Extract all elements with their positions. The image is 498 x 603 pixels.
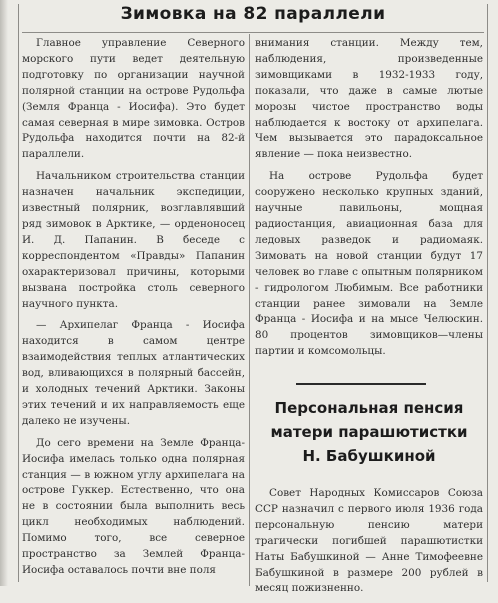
article-paragraph: Совет Народных Комиссаров Союза ССР назначил с первого июля 1936 года персональную пенсию матери трагически погибшей парашютистки Наты Бабушкиной — Анне Тимофеевне Бабушкиной в размере 200 рублей в месяц пожизненно. [255,487,483,595]
article-paragraph: Начальником строительства станции назначен начальник экспедиции, известный полярник, возглавлявший ряд зимовок в Арктике, — орденоносец И. Д. Папанин. В беседе с корреспондентом «Правды» Папанин охарактеризовал причины, которыми вызвана постройка столь северного научного пункта. [22,170,245,310]
column-rule-right [487,4,488,582]
article-column-left [22,36,245,585]
article-headline: Зимовка на 82 параллели [120,4,386,24]
article-paragraph-continued: внимания станции. Между тем, наблюдения, произведенные зимовщиками в 1932-1933 году, показали, что даже в самые лютые морозы чистое пространство воды наблюдается к востоку от архипелага. Чем вызывается это парадоксальное явление — пока неизвестно. [255,37,483,161]
headline-line: матери парашютистки [270,423,468,441]
article-column-right [255,36,483,366]
headline-underline [22,32,484,33]
article-paragraph: На острове Рудольфа будет сооружено несколько крупных зданий, научные павильоны, мощная радиостанция, авиационная база для ледовых разведок и радиомаяк. Зимовать на новой станции будут 17 человек во главе с опытным полярником - гидрологом Любимым. Все работники станции ранее зимовали на Земле Франца - Иосифа и на мысе Челюскин. 80 процентов зимовщиков—члены партии и комсомольцы. [255,170,483,358]
headline-line: Н. Бабушкиной [302,447,436,465]
column-rule-middle [249,34,250,586]
page-edge-shadow [0,0,8,586]
column-rule-left [18,4,19,582]
second-article-headline [253,396,485,468]
article-separator [296,383,426,385]
article-paragraph: — Архипелаг Франца - Иосифа находится в самом центре взаимодействия теплых атлантических вод, вливающихся в полярный бассейн, и холодных течений Арктики. Законы этих течений и их направляемость еще далеко не изучены. [22,319,245,427]
article-paragraph: До сего времени на Земле Франца-Иосифа имелась только одна полярная станция — в южном углу архипелага на острове Гуккер. Естественно, что она не в состоянии была выполнить весь цикл необходимых наблюдений. Помимо того, все северное пространство за Землей Франца-Иосифа оставалось почти вне поля [22,436,245,576]
headline-line: Персональная пенсия [274,399,464,417]
article-paragraph: Главное управление Северного морского пути ведет деятельную подготовку по организации научной полярной станции на острове Рудольфа (Земля Франца - Иосифа). Это будет самая северная в мире зимовка. Остров Рудольфа находится почти на 82-й параллели. [22,37,245,161]
second-article-body [255,486,483,603]
